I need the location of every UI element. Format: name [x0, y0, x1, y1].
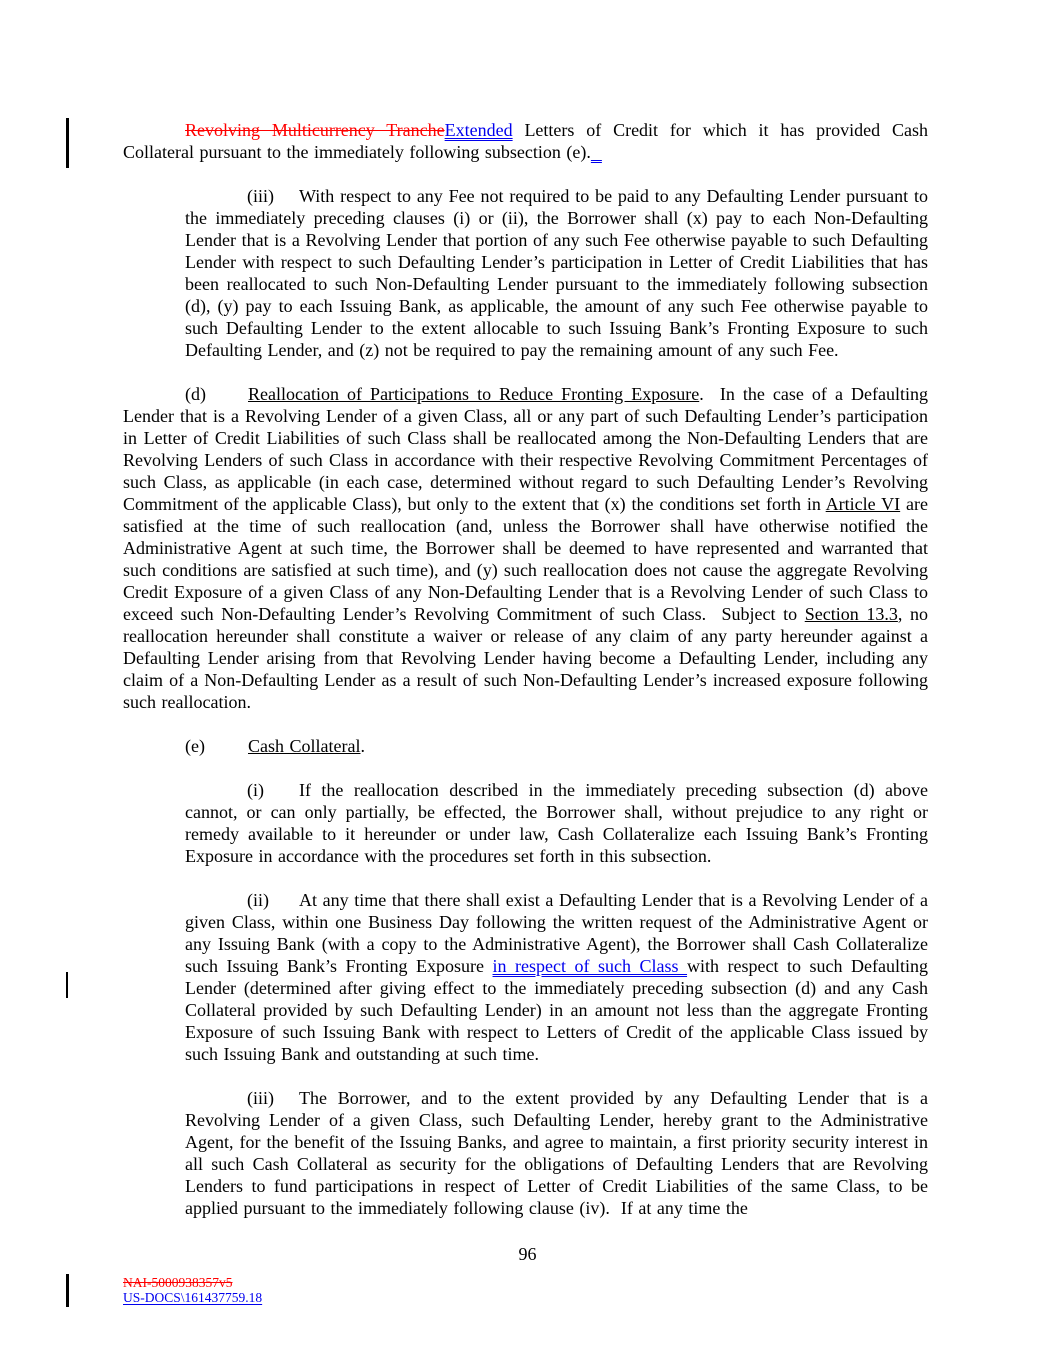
inserted-text: in respect of such Class — [492, 956, 688, 976]
change-bar — [66, 972, 68, 998]
page-number: 96 — [518, 1244, 537, 1264]
paragraph-e-cash-collateral — [123, 735, 928, 757]
underlined-text: Cash Collateral — [248, 736, 361, 756]
body-text: . In the case of a Defaulting Lender that is a Revolving Lender of a given Class, all or any part of such Defaulting Lender’s participation in Letter of Credit Liabilities of such Class shall be reallocated among the Non-Defaulting Lenders that are Revolving Lenders of such Class in accordance with their respective Revolving Commitment Percentages of such Class, as applicable (in each case, determined without regard to such Defaulting Lender’s Revolving Commitment of the applicable Class), but only to the extent that (x) the conditions set forth in — [123, 384, 928, 514]
paragraph-iii-fees — [185, 185, 928, 361]
body-text: If the reallocation described in the immediately preceding subsection (d) above cannot, or can only partially, be effected, the Borrower shall, without prejudice to any right or remedy available to it hereunder or under law, Cash Collateralize each Issuing Bank’s Fronting Exposure in accordance with the procedures set forth in this subsection. — [185, 780, 928, 866]
change-bar — [66, 118, 69, 168]
body-text: are satisfied at the time of such reallocation (and, unless the Borrower shall have otherwise notified the Administrative Agent at such time, the Borrower shall be deemed to have represented and warranted that such conditions are satisfied at such time), and (y) such reallocation does not cause the aggregate Revolving Credit Exposure of a given Class of any Non-Defaulting Lender that is a Revolving Lender of such Class to exceed such Non-Defaulting Lender’s Revolving Commitment of such Class. Subject to — [123, 494, 928, 624]
doc-id-old: NAI-5000938357v5 — [123, 1275, 233, 1290]
body-text: The Borrower, and to the extent provided by any Defaulting Lender that is a Revolving Lender of a given Class, such Defaulting Lender, hereby grant to the Administrative Agent, for the benefit of the Issuing Banks, and agree to maintain, a first priority security interest in all such Cash Collateral as security for the obligations of Defaulting Lenders that are Revolving Lenders to fund participations in respect of Letter of Credit Liabilities of the same Class, to be applied pursuant to the immediately following clause (iv). If at any time the — [185, 1088, 928, 1218]
paragraph-continuation — [123, 119, 928, 163]
paragraph-e-i-label: (i) — [247, 780, 264, 800]
underlined-text: Section 13.3 — [804, 604, 898, 624]
paragraph-e-cash-collateral-label: (e) — [185, 736, 205, 756]
paragraph-e-i — [185, 779, 928, 867]
paragraph-e-iii — [185, 1087, 928, 1219]
document-body — [123, 119, 928, 1241]
inserted-text: Extended — [444, 120, 513, 140]
body-text: with respect to such Defaulting Lender (determined after giving effect to the immediately preceding subsection (d) and any Cash Collateral provided by such Defaulting Lender) in an amount not less than the aggregate Fronting Exposure of such Issuing Bank with respect to Letters of Credit of the applicable Class issued by such Issuing Bank and outstanding at such time. — [185, 956, 928, 1064]
paragraph-e-iii-label: (iii) — [247, 1088, 274, 1108]
underlined-text: Reallocation of Participations to Reduce Fronting Exposure — [248, 384, 700, 404]
body-text: , no reallocation hereunder shall constitute a waiver or release of any claim of any party hereunder against a Defaulting Lender arising from that Revolving Lender having become a Defaulting Lender, including any claim of a Non-Defaulting Lender as a result of such Non-Defaulting Lender’s increased exposure following such reallocation. — [123, 604, 929, 712]
body-text: Letters of Credit for which it has provided Cash Collateral pursuant to the immediately following subsection (e). — [123, 120, 928, 162]
footer-doc-ids — [123, 1275, 262, 1305]
body-text: With respect to any Fee not required to be paid to any Defaulting Lender pursuant to the immediately preceding clauses (i) or (ii), the Borrower shall (x) pay to each Non-Defaulting Lender that is a Revolving Lender that portion of any such Fee otherwise payable to such Defaulting Lender with respect to such Defaulting Lender’s participation in Letter of Credit Liabilities that has been reallocated to such Non-Defaulting Lender pursuant to the immediately following subsection (d), (y) pay to each Issuing Bank, as applicable, the amount of any such Fee otherwise payable to such Defaulting Lender to the extent allocable to such Issuing Bank’s Fronting Exposure to such Defaulting Lender, and (z) not be required to pay the remaining amount of any such Fee. — [185, 186, 928, 360]
underlined-text: Article VI — [825, 494, 901, 514]
doc-id-new: US-DOCS\161437759.18 — [123, 1290, 263, 1305]
body-text: At any time that there shall exist a Defaulting Lender that is a Revolving Lender of a given Class, within one Business Day following the written request of the Administrative Agent or any Issuing Bank (with a copy to the Administrative Agent), the Borrower shall Cash Collateralize such Issuing Bank’s Fronting Exposure — [185, 890, 928, 976]
deleted-text: Revolving Multicurrency Tranche — [185, 120, 445, 140]
paragraph-d-reallocation-label: (d) — [185, 384, 206, 404]
paragraph-iii-fees-label: (iii) — [247, 186, 274, 206]
body-text: . — [360, 736, 365, 756]
paragraph-e-ii — [185, 889, 928, 1065]
change-bar — [66, 1274, 69, 1307]
inserted-text — [591, 142, 602, 162]
paragraph-d-reallocation — [123, 383, 928, 713]
paragraph-e-ii-label: (ii) — [247, 890, 269, 910]
